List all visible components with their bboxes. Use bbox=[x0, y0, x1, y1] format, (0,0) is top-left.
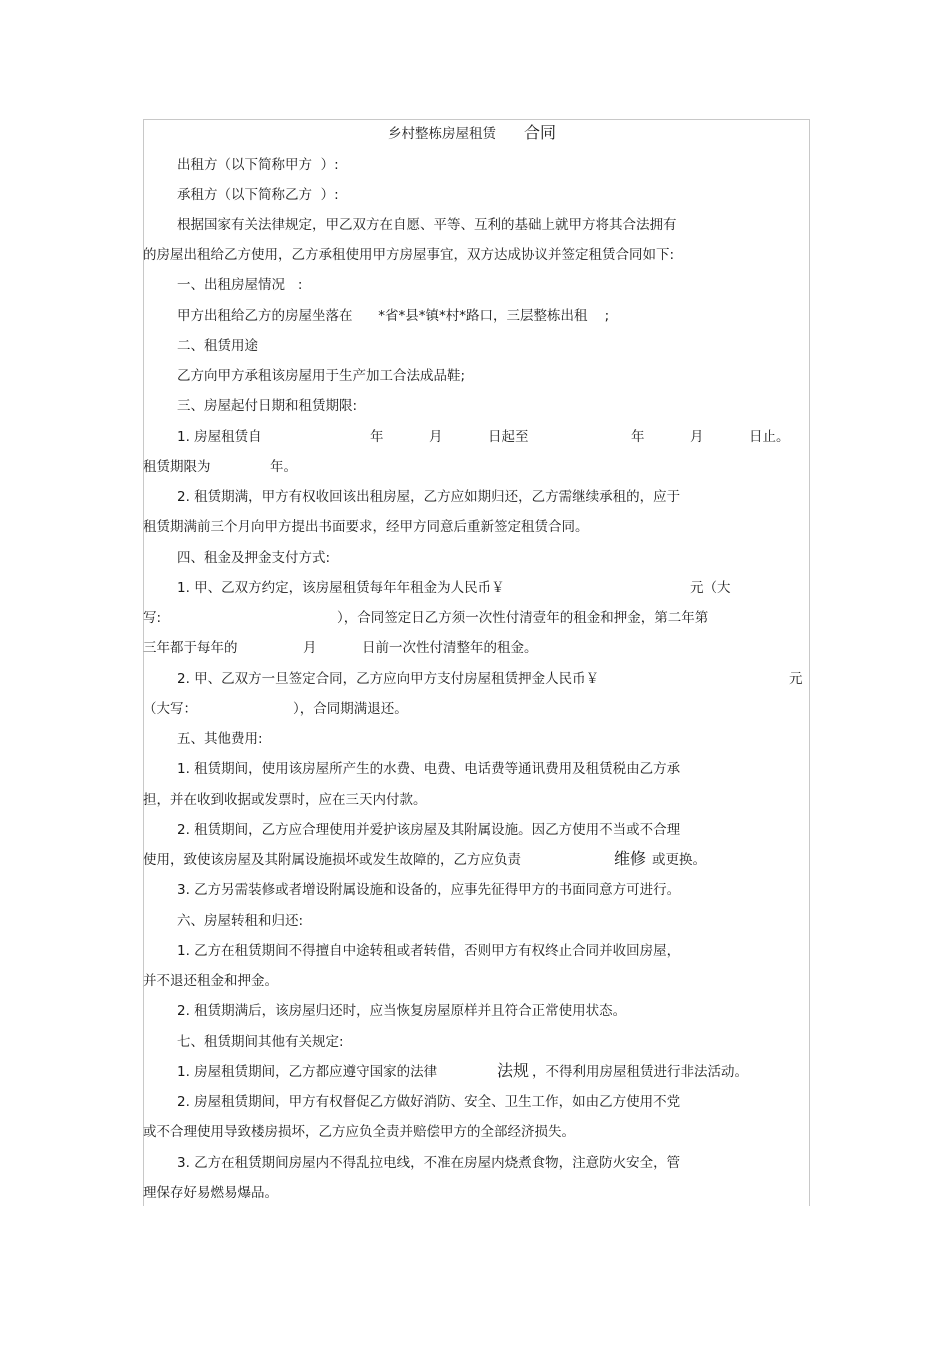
renewal-line-1: 2. 租赁期满，甲方有权收回该出租房屋，乙方应如期归还，乙方需继续承租的，应于 bbox=[177, 489, 681, 505]
term-year-2: 年 bbox=[631, 429, 645, 445]
section-1-heading: 一、出租房屋情况 : bbox=[177, 277, 303, 293]
section-4-heading: 四、租金及押金支付方式: bbox=[177, 550, 331, 566]
lessor-line: 出租方（以下简称甲方 ）: bbox=[177, 157, 339, 173]
maintenance-line-2-end: 或更换。 bbox=[652, 852, 706, 868]
rent-line-1-unit: 元（大 bbox=[690, 580, 731, 596]
section-7-heading: 七、租赁期间其他有关规定: bbox=[177, 1034, 344, 1050]
fees-line-2: 担，并在收到收据或发票时，应在三天内付款。 bbox=[143, 792, 427, 808]
section-5-heading: 五、其他费用: bbox=[177, 731, 263, 747]
return-line: 2. 租赁期满后，该房屋归还时，应当恢复房屋原样并且符合正常使用状态。 bbox=[177, 1003, 627, 1019]
fees-line-1: 1. 租赁期间，使用该房屋所产生的水费、电费、电话费等通讯费用及租赁税由乙方承 bbox=[177, 761, 681, 777]
rent-line-3-start: 三年都于每年的 bbox=[143, 640, 238, 656]
maintenance-line-1: 2. 租赁期间，乙方应合理使用并爱护该房屋及其附属设施。因乙方使用不当或不合理 bbox=[177, 822, 681, 838]
safety-line-2: 或不合理使用导致楼房损坏，乙方应负全责并赔偿甲方的全部经济损失。 bbox=[143, 1124, 575, 1140]
rent-line-2-label: 写: bbox=[143, 610, 162, 626]
title-part-1: 乡村整栋房屋租赁 bbox=[388, 126, 496, 142]
deposit-line-1-unit: 元 bbox=[789, 671, 803, 687]
term-year-1: 年 bbox=[370, 429, 384, 445]
law-word: 法规 bbox=[497, 1061, 530, 1080]
rent-line-3-month: 月 bbox=[303, 640, 317, 656]
law-line-end: ，不得利用房屋租赁进行非法活动。 bbox=[532, 1064, 748, 1080]
maintenance-repair-word: 维修 bbox=[614, 849, 647, 868]
title-part-2: 合同 bbox=[524, 123, 557, 142]
term-end: 日止。 bbox=[749, 429, 790, 445]
term-month-2: 月 bbox=[690, 429, 704, 445]
fire-line-2: 理保存好易燃易爆品。 bbox=[143, 1185, 278, 1201]
maintenance-line-2: 使用，致使该房屋及其附属设施损坏或发生故障的，乙方应负责 bbox=[143, 852, 521, 868]
rent-line-1: 1. 甲、乙双方约定，该房屋租赁每年年租金为人民币￥ bbox=[177, 580, 505, 596]
rent-line-3-end: 日前一次性付清整年的租金。 bbox=[362, 640, 538, 656]
sublet-line-2: 并不退还租金和押金。 bbox=[143, 973, 278, 989]
term-length-unit: 年。 bbox=[270, 459, 297, 475]
safety-line-1: 2. 房屋租赁期间，甲方有权督促乙方做好消防、安全、卫生工作，如由乙方使用不党 bbox=[177, 1094, 681, 1110]
section-6-heading: 六、房屋转租和归还: bbox=[177, 913, 304, 929]
deposit-line-1: 2. 甲、乙双方一旦签定合同，乙方应向甲方支付房屋租赁押金人民币￥ bbox=[177, 671, 600, 687]
deposit-line-2-label: （大写： bbox=[143, 701, 197, 717]
term-day-1: 日起至 bbox=[488, 429, 529, 445]
usage-line: 乙方向甲方承租该房屋用于生产加工合法成品鞋; bbox=[177, 368, 466, 384]
property-location-line: 甲方出租给乙方的房屋坐落在 *省*县*镇*村*路口，三层整栋出租 ; bbox=[177, 308, 610, 324]
term-month-1: 月 bbox=[429, 429, 443, 445]
section-3-heading: 三、房屋起付日期和租赁期限: bbox=[177, 398, 358, 414]
section-2-heading: 二、租赁用途 bbox=[177, 338, 258, 354]
lessee-line: 承租方（以下简称乙方 ）: bbox=[177, 187, 339, 203]
law-line-start: 1. 房屋租赁期间，乙方都应遵守国家的法律 bbox=[177, 1064, 438, 1080]
fire-line-1: 3. 乙方在租赁期间房屋内不得乱拉电线，不准在房屋内烧煮食物，注意防火安全，管 bbox=[177, 1155, 681, 1171]
renewal-line-2: 租赁期满前三个月向甲方提出书面要求，经甲方同意后重新签定租赁合同。 bbox=[143, 519, 589, 535]
intro-line-2: 的房屋出租给乙方使用，乙方承租使用甲方房屋事宜，双方达成协议并签定租赁合同如下: bbox=[143, 247, 675, 263]
rent-line-2: ），合同签定日乙方须一次性付清壹年的租金和押金，第二年第 bbox=[337, 610, 709, 626]
sublet-line-1: 1. 乙方在租赁期间不得擅自中途转租或者转借，否则甲方有权终止合同并收回房屋， bbox=[177, 943, 681, 959]
deposit-line-2: ），合同期满退还。 bbox=[293, 701, 408, 717]
renovation-line: 3. 乙方另需装修或者增设附属设施和设备的，应事先征得甲方的书面同意方可进行。 bbox=[177, 882, 681, 898]
term-line-start: 1. 房屋租赁自 bbox=[177, 429, 262, 445]
intro-line-1: 根据国家有关法律规定，甲乙双方在自愿、平等、互利的基础上就甲方将其合法拥有 bbox=[177, 217, 677, 233]
term-length-label: 租赁期限为 bbox=[143, 459, 211, 475]
